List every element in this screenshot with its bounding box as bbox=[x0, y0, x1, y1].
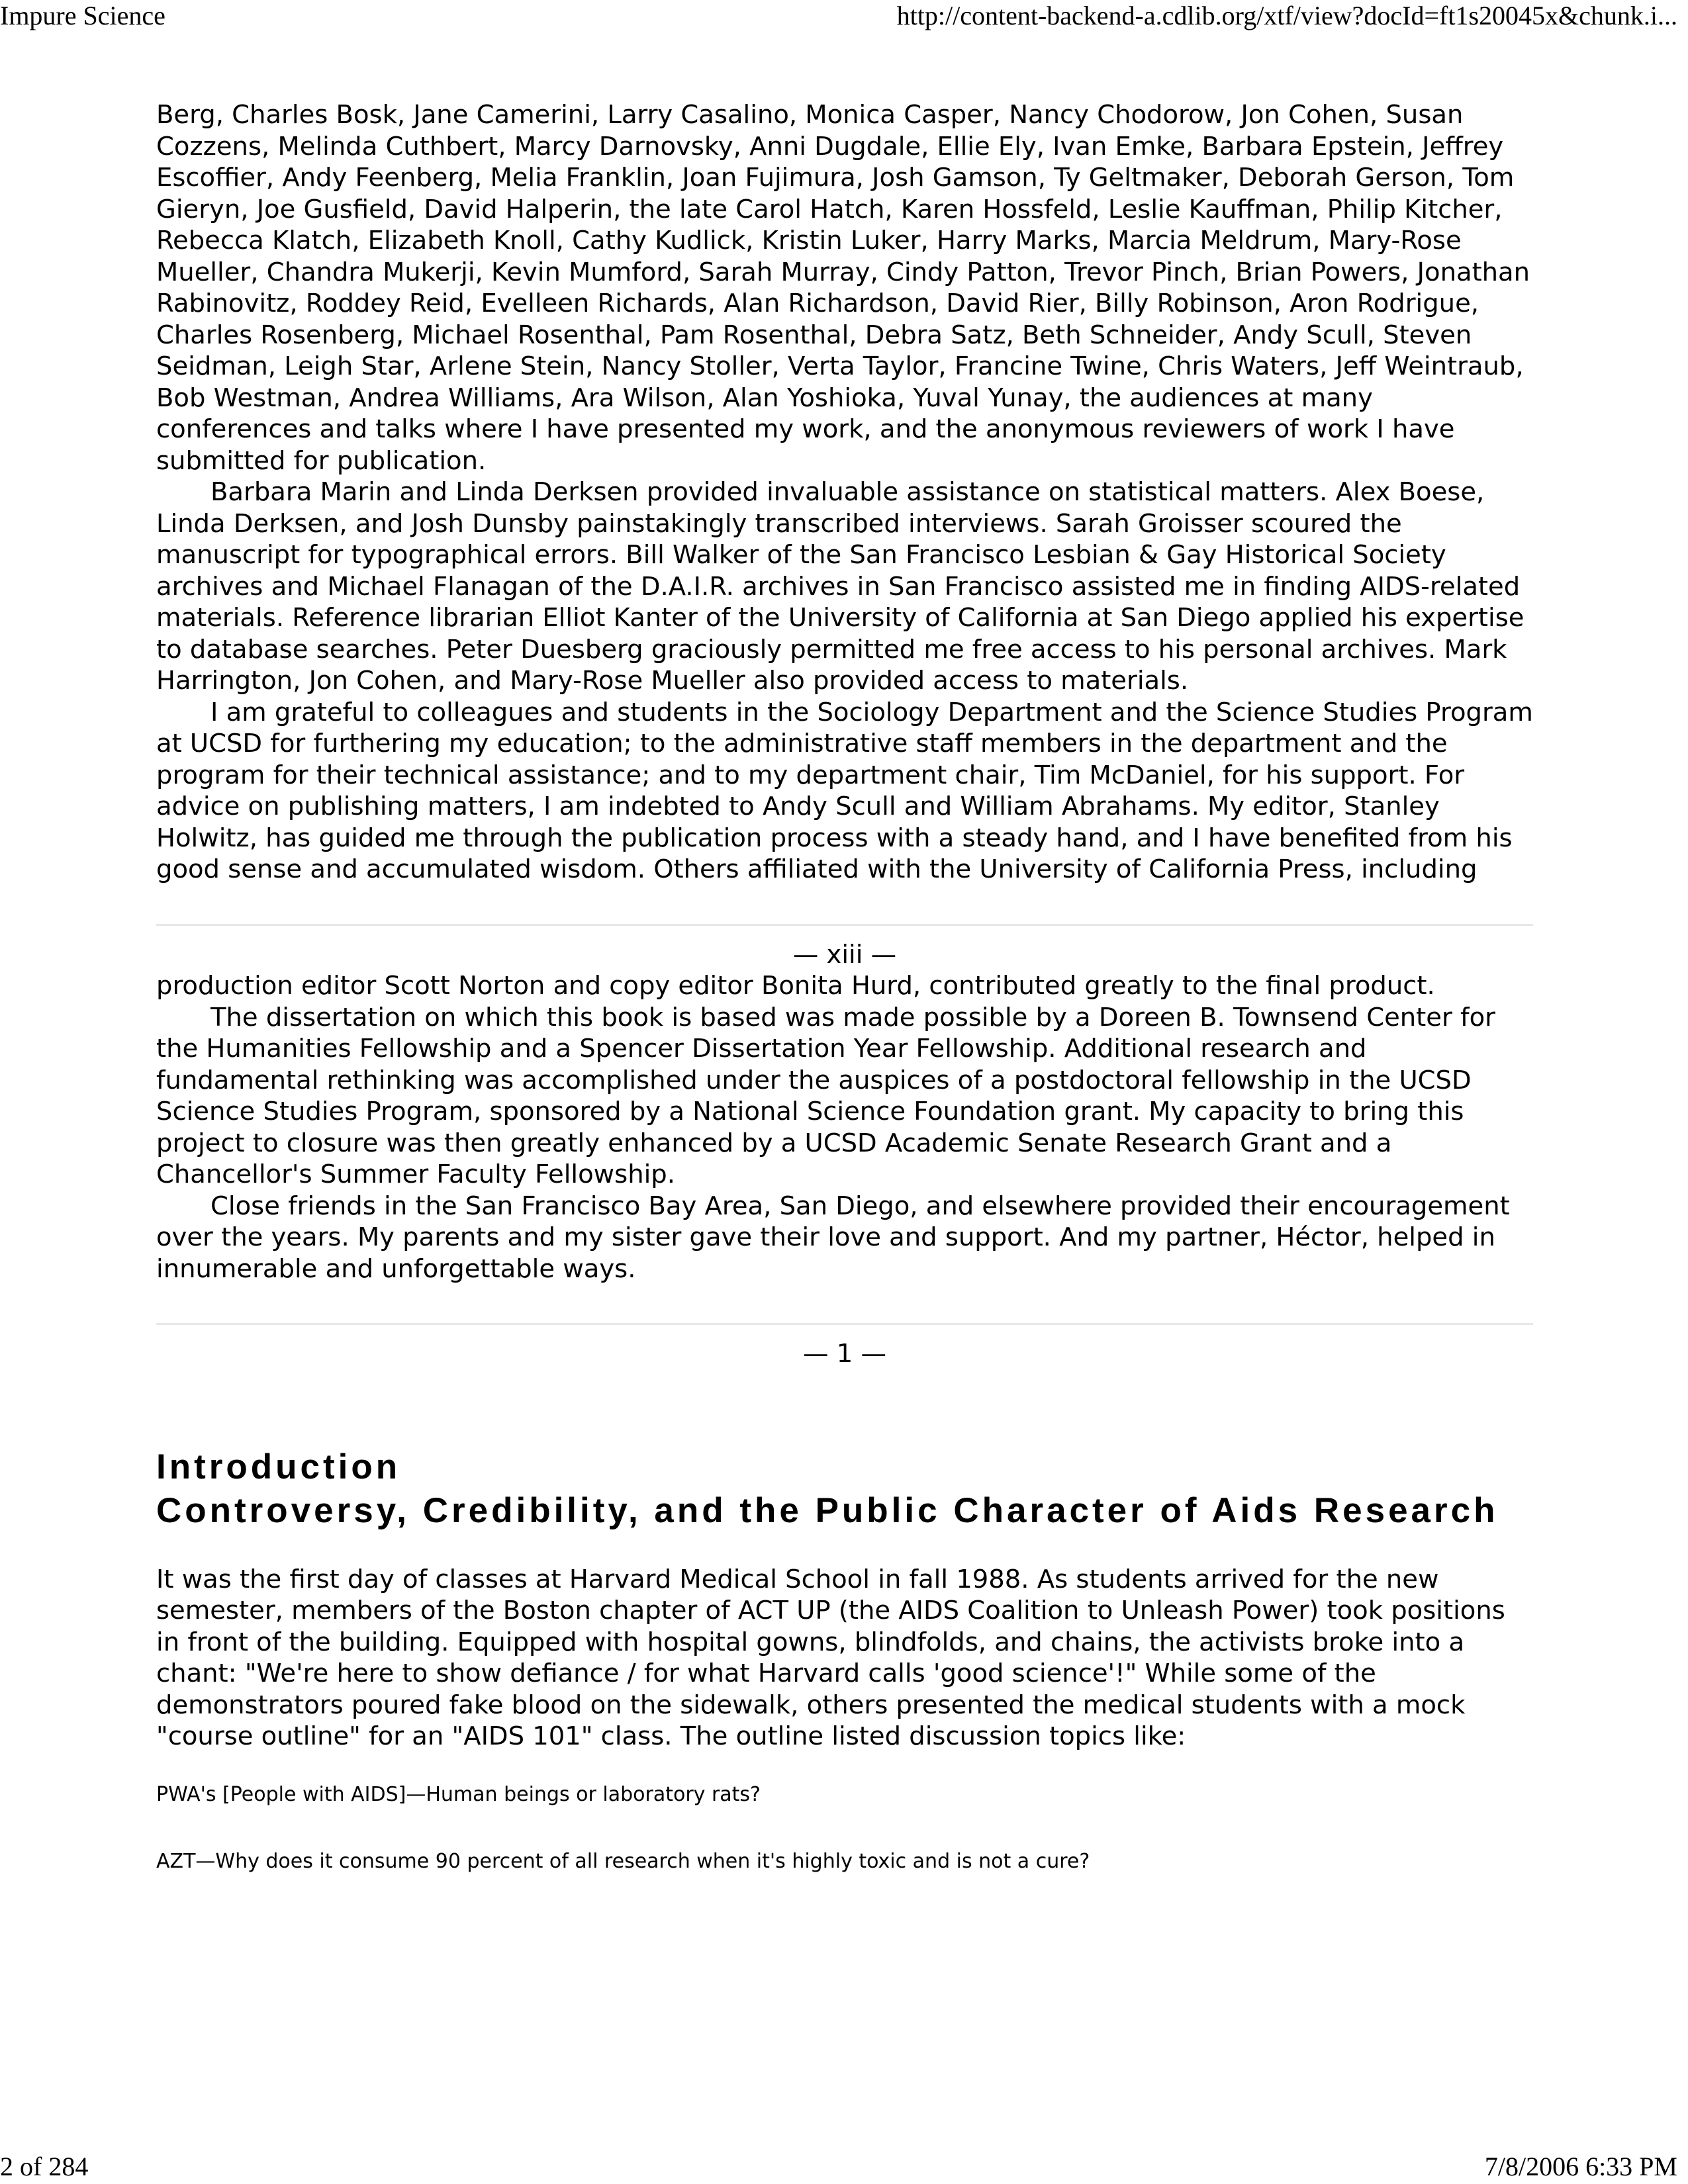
chapter-title: Introduction bbox=[156, 1447, 401, 1486]
block-quote-item: AZT—Why does it consume 90 percent of all research when it's highly toxic and is not a cure? bbox=[156, 1849, 1090, 1873]
page-number-marker: — 1 — bbox=[803, 1339, 886, 1369]
chapter-heading bbox=[156, 1445, 1533, 1533]
block-quote-item: PWA's [People with AIDS]—Human beings or laboratory rats? bbox=[156, 1782, 761, 1806]
paragraph-introduction: It was the first day of classes at Harvard Medical School in fall 1988. As students arrived for the new semester, members of the Boston chapter of ACT UP (the AIDS Coalition to Unleash Power) took positions in front of the building. Equipped with hospital gowns, blindfolds, and chains, the activists broke into a chant: "We're here to show defiance / for what Harvard calls 'good science'!" While some of the demonstrators poured fake blood on the sidewalk, others presented the medical students with a mock "course outline" for an "AIDS 101" class. The outline listed discussion topics like: bbox=[156, 1564, 1505, 1751]
paragraph-colleagues: I am grateful to colleagues and students in the Sociology Department and the Science Studies Program at UCSD for furthering my education; to the administrative staff members in the department and the program for their technical assistance; and to my department chair, Tim McDaniel, for his support. For advice on publishing matters, I am indebted to Andy Scull and William Abrahams. My editor, Stanley Holwitz, has guided me through the publication process with a steady hand, and I have benefited from his good sense and accumulated wisdom. Others affiliated with the University of California Press, including bbox=[156, 697, 1533, 884]
chapter-subtitle: Controversy, Credibility, and the Public Character of Aids Research bbox=[156, 1490, 1499, 1530]
document-url: http://content-backend-a.cdlib.org/xtf/view?docId=ft1s20045x&chunk.i... bbox=[896, 1, 1677, 30]
paragraph-dissertation: The dissertation on which this book is based was made possible by a Doreen B. Townsend Center for the Humanities Fellowship and a Spencer Dissertation Year Fellowship. Additional research and fundamental rethinking was accomplished under the auspices of a postdoctoral fellowship in the UCSD Science Studies Program, sponsored by a National Science Foundation grant. My capacity to bring this project to closure was then greatly enhanced by a UCSD Academic Senate Research Grant and a Chancellor's Summer Faculty Fellowship. bbox=[156, 1002, 1495, 1189]
document-body bbox=[156, 99, 1533, 1875]
page-count: 2 of 284 bbox=[0, 2152, 89, 2181]
page-divider bbox=[156, 1323, 1533, 1325]
paragraph-assistance: Barbara Marin and Linda Derksen provided invaluable assistance on statistical matters. Alex Boese, Linda Derksen, and Josh Dunsby painstakingly transcribed interviews. Sarah Groisser scoured the manuscript for typographical errors. Bill Walker of the San Francisco Lesbian & Gay Historical Society archives and Michael Flanagan of the D.A.I.R. archives in San Francisco assisted me in finding AIDS-related materials. Reference librarian Elliot Kanter of the University of California at San Diego applied his expertise to database searches. Peter Duesberg graciously permitted me free access to his personal archives. Mark Harrington, Jon Cohen, and Mary-Rose Mueller also provided access to materials. bbox=[156, 477, 1524, 696]
paragraph-friends: Close friends in the San Francisco Bay Area, San Diego, and elsewhere provided their encouragement over the years. My parents and my sister gave their love and support. And my partner, Héctor, helped in innumerable and unforgettable ways. bbox=[156, 1191, 1510, 1284]
print-timestamp: 7/8/2006 6:33 PM bbox=[1484, 2152, 1677, 2181]
page-number-marker: — xiii — bbox=[792, 939, 897, 970]
document-title: Impure Science bbox=[0, 1, 165, 30]
paragraph-production: production editor Scott Norton and copy editor Bonita Hurd, contributed greatly to the final product. bbox=[156, 971, 1435, 1001]
paragraph-acknowledgments-names: Berg, Charles Bosk, Jane Camerini, Larry Casalino, Monica Casper, Nancy Chodorow, Jon Cohen, Susan Cozzens, Melinda Cuthbert, Marcy Darnovsky, Anni Dugdale, Ellie Ely, Ivan Emke, Barbara Epstein, Jeffrey Escoffier, Andy Feenberg, Melia Franklin, Joan Fujimura, Josh Gamson, Ty Geltmaker, Deborah Gerson, Tom Gieryn, Joe Gusfield, David Halperin, the late Carol Hatch, Karen Hossfeld, Leslie Kauffman, Philip Kitcher, Rebecca Klatch, Elizabeth Knoll, Cathy Kudlick, Kristin Luker, Harry Marks, Marcia Meldrum, Mary-Rose Mueller, Chandra Mukerji, Kevin Mumford, Sarah Murray, Cindy Patton, Trevor Pinch, Brian Powers, Jonathan Rabinovitz, Roddey Reid, Evelleen Richards, Alan Richardson, David Rier, Billy Robinson, Aron Rodrigue, Charles Rosenberg, Michael Rosenthal, Pam Rosenthal, Debra Satz, Beth Schneider, Andy Scull, Steven Seidman, Leigh Star, Arlene Stein, Nancy Stoller, Verta Taylor, Francine Twine, Chris Waters, Jeff Weintraub, Bob Westman, Andrea Williams, Ara Wilson, Alan Yoshioka, Yuval Yunay, the audiences at many conferences and talks where I have presented my work, and the anonymous reviewers of work I have submitted for publication. bbox=[156, 100, 1530, 476]
page-divider bbox=[156, 924, 1533, 926]
